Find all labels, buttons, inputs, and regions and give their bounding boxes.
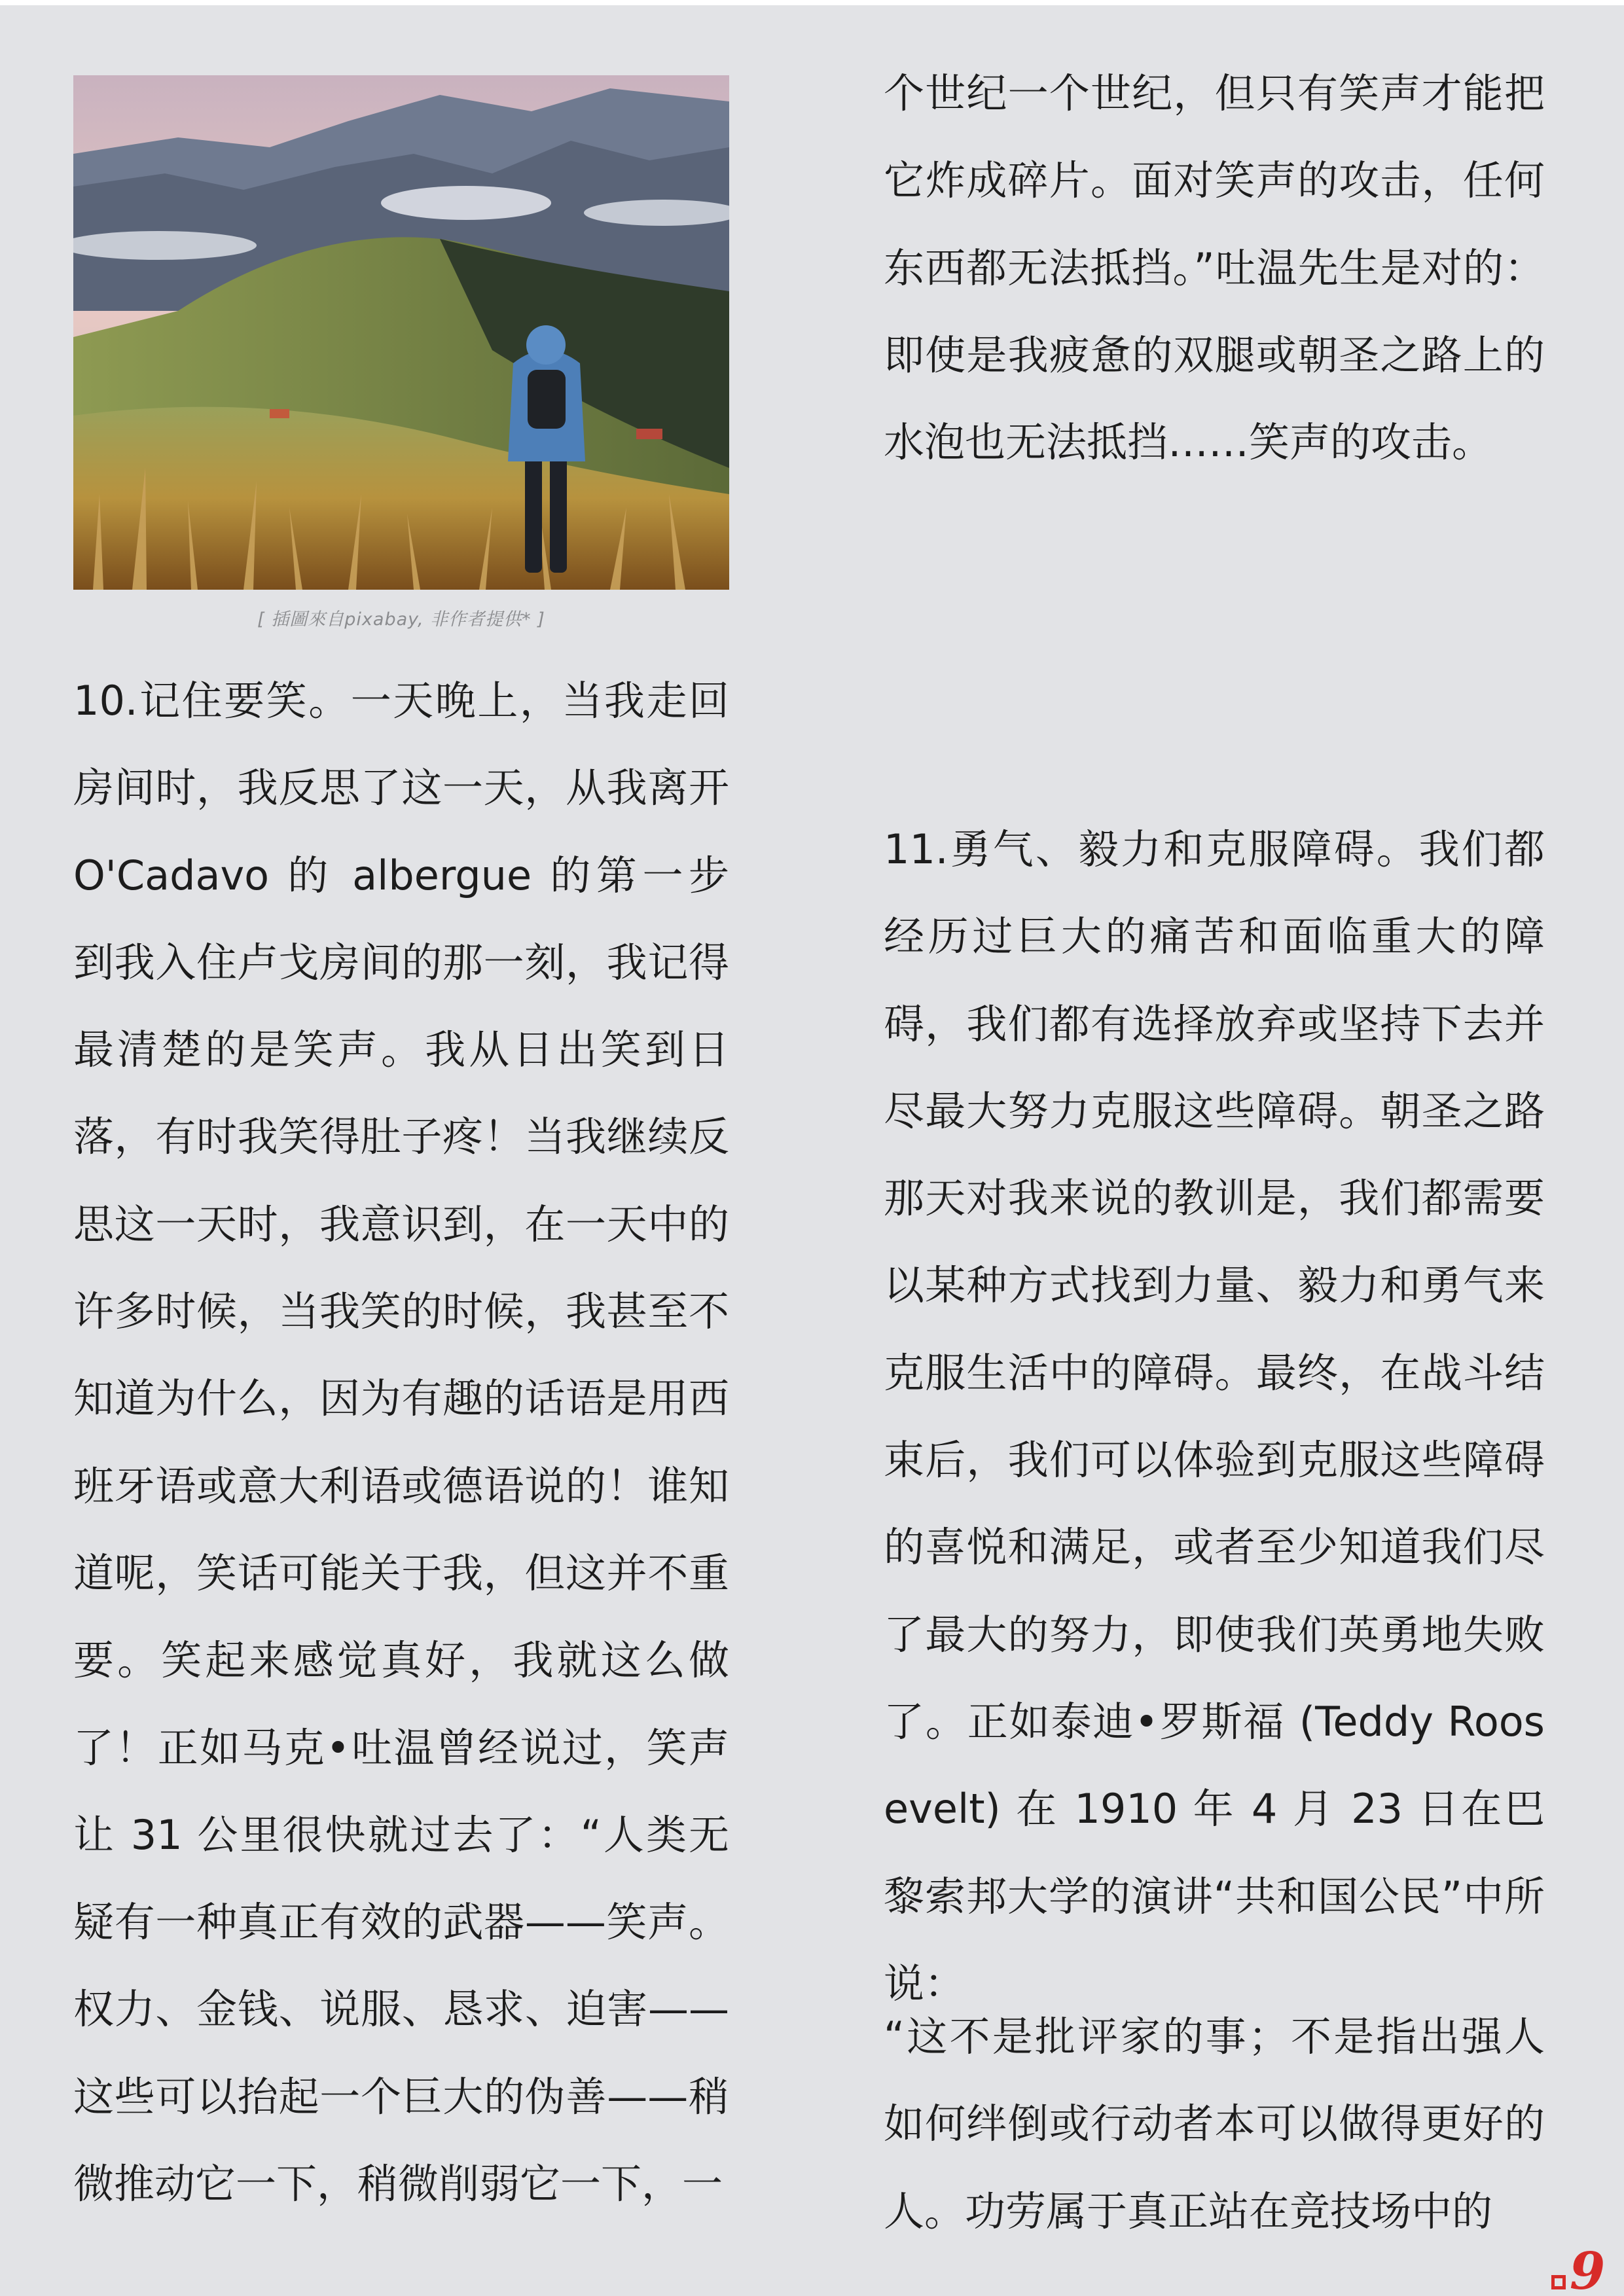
hiker-mountain-photo: [73, 75, 729, 590]
photo-illustration: [73, 75, 729, 590]
paragraph-quote: “这不是批评家的事；不是指出强人如何绊倒或行动者本可以做得更好的人。功劳属于真正站在竞技场中的: [884, 2013, 1545, 2235]
page-number: [1551, 2238, 1605, 2296]
square-bullet-icon: [1551, 2275, 1566, 2289]
photo-caption: [ 插圖來自pixabay, 非作者提供* ]: [257, 609, 545, 630]
document-page: [0, 5, 1624, 2296]
paragraph-continued: 个世纪一个世纪，但只有笑声才能把它炸成碎片。面对笑声的攻击，任何东西都无法抵挡。”吐温先生是对的：即使是我疲惫的双腿或朝圣之路上的水泡也无法抵挡……笑声的攻击。: [884, 69, 1545, 467]
paragraph-10: 10.记住要笑。一天晚上，当我走回房间时，我反思了这一天，从我离开 O'Cadavo 的 albergue 的第一步到我入住卢戈房间的那一刻，我记得最清楚的是笑声。我从日出笑到日落，有时我笑得肚子疼！当我继续反思这一天时，我意识到，在一天中的许多时候，当我笑的时候，我甚至不知道为什么，因为有趣的话语是用西班牙语或意大利语或德语说的！谁知道呢，笑话可能关于我，但这并不重要。笑起来感觉真好，我就这么做了！正如马克•吐温曾经说过，笑声让 31 公里很快就过去了：“人类无疑有一种真正有效的武器——笑声。权力、金钱、说服、恳求、迫害——这些可以抬起一个巨大的伪善——稍微推动它一下，稍微削弱它一下，一: [73, 677, 729, 2208]
paragraph-11: 11.勇气、毅力和克服障碍。我们都经历过巨大的痛苦和面临重大的障碍，我们都有选择放弃或坚持下去并尽最大努力克服这些障碍。朝圣之路那天对我来说的教训是，我们都需要以某种方式找到力量、毅力和勇气来克服生活中的障碍。最终，在战斗结束后，我们可以体验到克服这些障碍的喜悦和满足，或者至少知道我们尽了最大的努力，即使我们英勇地失败了。正如泰迪•罗斯福 (Teddy Roosevelt) 在 1910 年 4 月 23 日在巴黎索邦大学的演讲“共和国公民”中所说：: [884, 825, 1545, 2007]
page-number-value: 9: [1570, 2242, 1606, 2296]
